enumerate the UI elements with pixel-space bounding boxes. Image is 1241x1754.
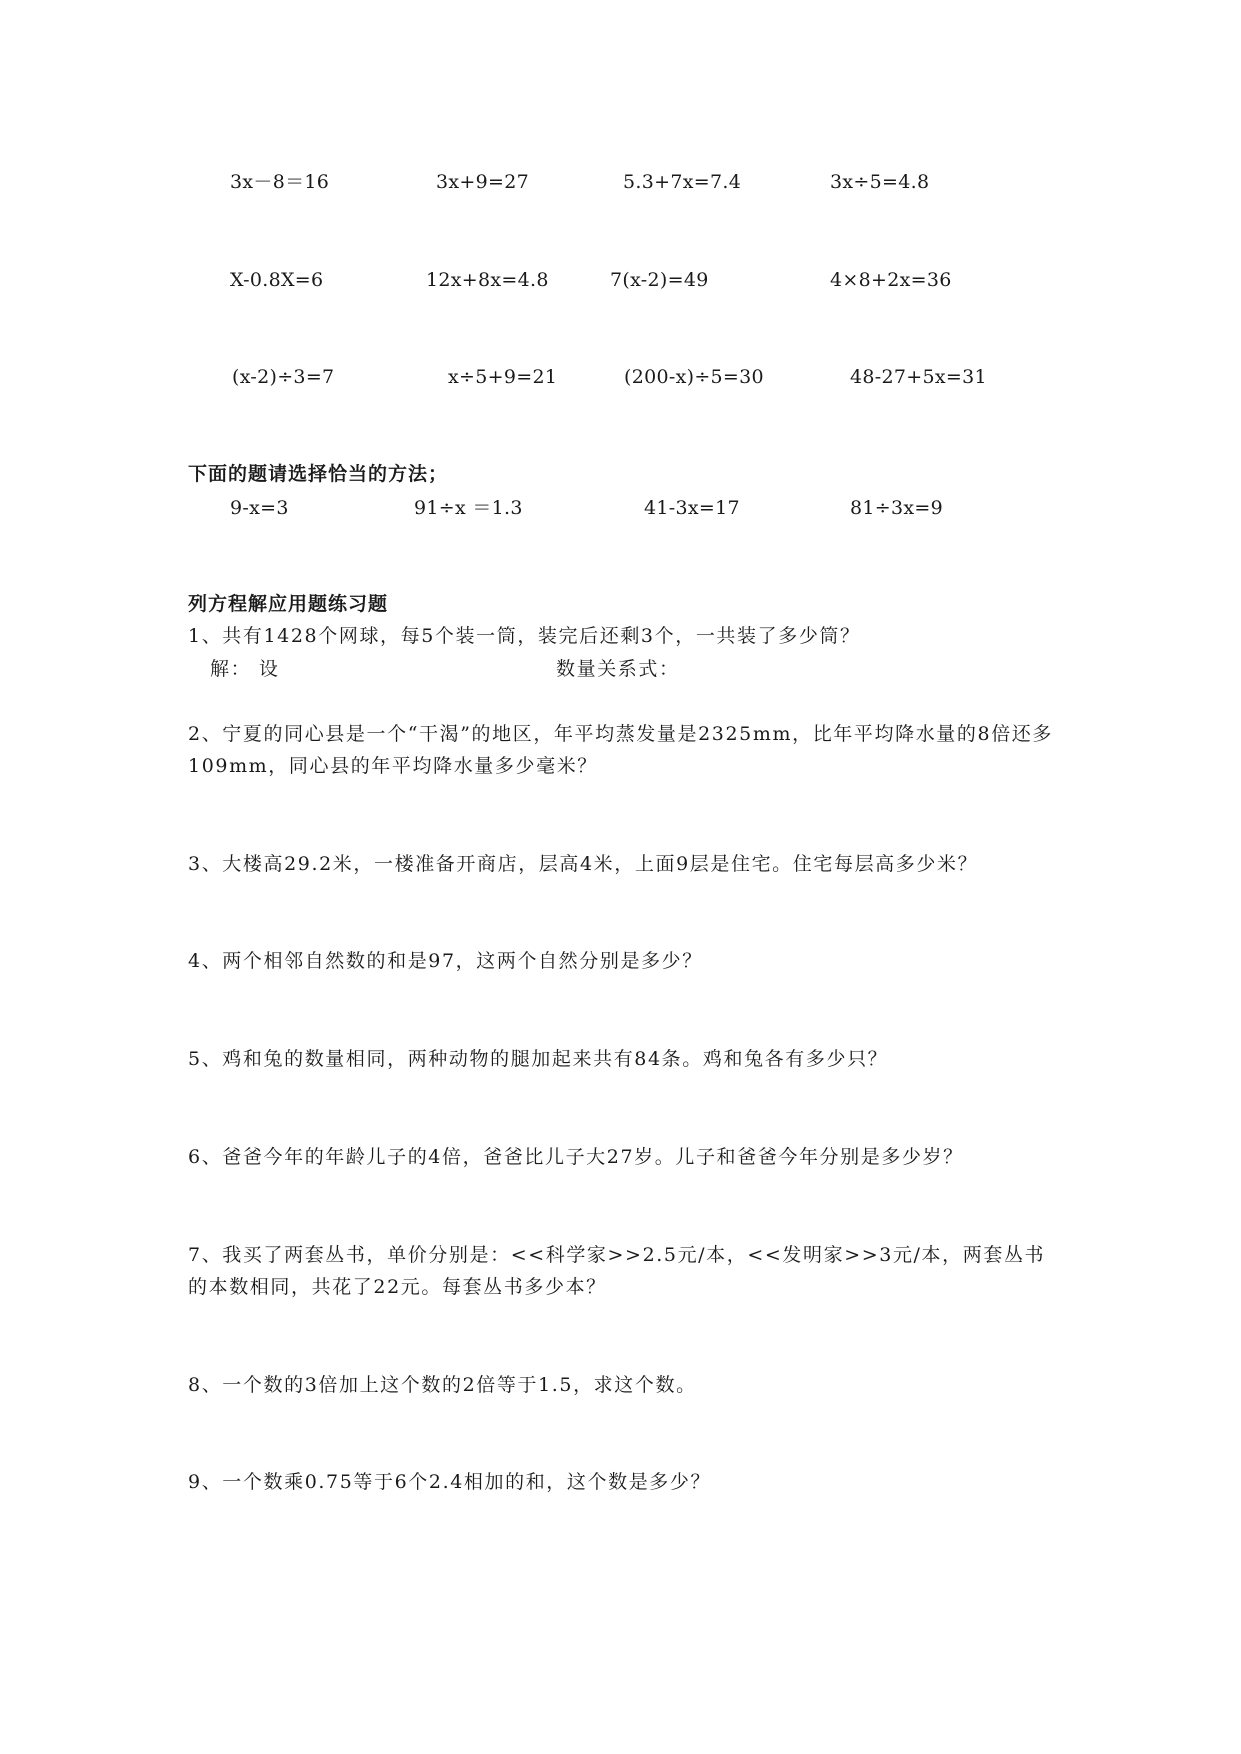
equation: x÷5+9=21 — [448, 366, 558, 388]
method-equation-row — [0, 488, 1241, 528]
equation: 5.3+7x=7.4 — [623, 171, 742, 193]
equation: (200-x)÷5=30 — [624, 366, 764, 388]
equation: 48-27+5x=31 — [850, 366, 987, 388]
word-problem-8: 8、一个数的3倍加上这个数的2倍等于1.5，求这个数。 — [188, 1374, 697, 1396]
answer-prompt-row — [0, 653, 1241, 685]
word-problem-5: 5、鸡和兔的数量相同，两种动物的腿加起来共有84条。鸡和兔各有多少只？ — [188, 1048, 889, 1070]
word-problem-6: 6、爸爸今年的年龄儿子的4倍，爸爸比儿子大27岁。儿子和爸爸今年分别是多少岁？ — [188, 1146, 964, 1168]
word-problem-2: 2、宁夏的同心县是一个“干渴”的地区，年平均蒸发量是2325mm，比年平均降水量的8倍还多109mm，同心县的年平均降水量多少毫米？ — [188, 723, 1053, 777]
equation: 81÷3x=9 — [850, 497, 944, 519]
word-problem-4: 4、两个相邻自然数的和是97，这两个自然分别是多少？ — [188, 950, 703, 972]
equation: 12x+8x=4.8 — [426, 269, 549, 291]
equation: 91÷x ＝1.3 — [414, 497, 523, 519]
equation: (x-2)÷3=7 — [232, 366, 335, 388]
equation-row-3 — [0, 357, 1241, 397]
equation: 41-3x=17 — [644, 497, 740, 519]
method-section-heading: 下面的题请选择恰当的方法； — [188, 463, 449, 485]
word-problem-7: 7、我买了两套丛书，单价分别是：<<科学家>>2.5元/本，<<发明家>>3元/本，两套丛书的本数相同，共花了22元。每套丛书多少本？ — [188, 1244, 1046, 1298]
relation-prompt: 数量关系式： — [556, 658, 680, 680]
equation-row-1 — [0, 162, 1241, 202]
equation-row-2 — [0, 260, 1241, 300]
word-problem-3: 3、大楼高29.2米，一楼准备开商店，层高4米，上面9层是住宅。住宅每层高多少米？ — [188, 853, 979, 875]
equation: 3x÷5=4.8 — [830, 171, 930, 193]
equation: X-0.8X=6 — [230, 269, 324, 291]
equation: 4×8+2x=36 — [830, 269, 952, 291]
equation: 7(x-2)=49 — [610, 269, 709, 291]
solution-prompt: 解： 设 — [210, 658, 280, 680]
word-problems-heading: 列方程解应用题练习题 — [188, 593, 389, 615]
equation: 3x－8＝16 — [230, 171, 330, 193]
word-problem-1: 1、共有1428个网球，每5个装一筒，装完后还剩3个，一共装了多少筒？ — [188, 625, 861, 647]
equation: 3x+9=27 — [436, 171, 530, 193]
word-problem-9: 9、一个数乘0.75等于6个2.4相加的和，这个数是多少？ — [188, 1471, 712, 1493]
equation: 9-x=3 — [230, 497, 289, 519]
